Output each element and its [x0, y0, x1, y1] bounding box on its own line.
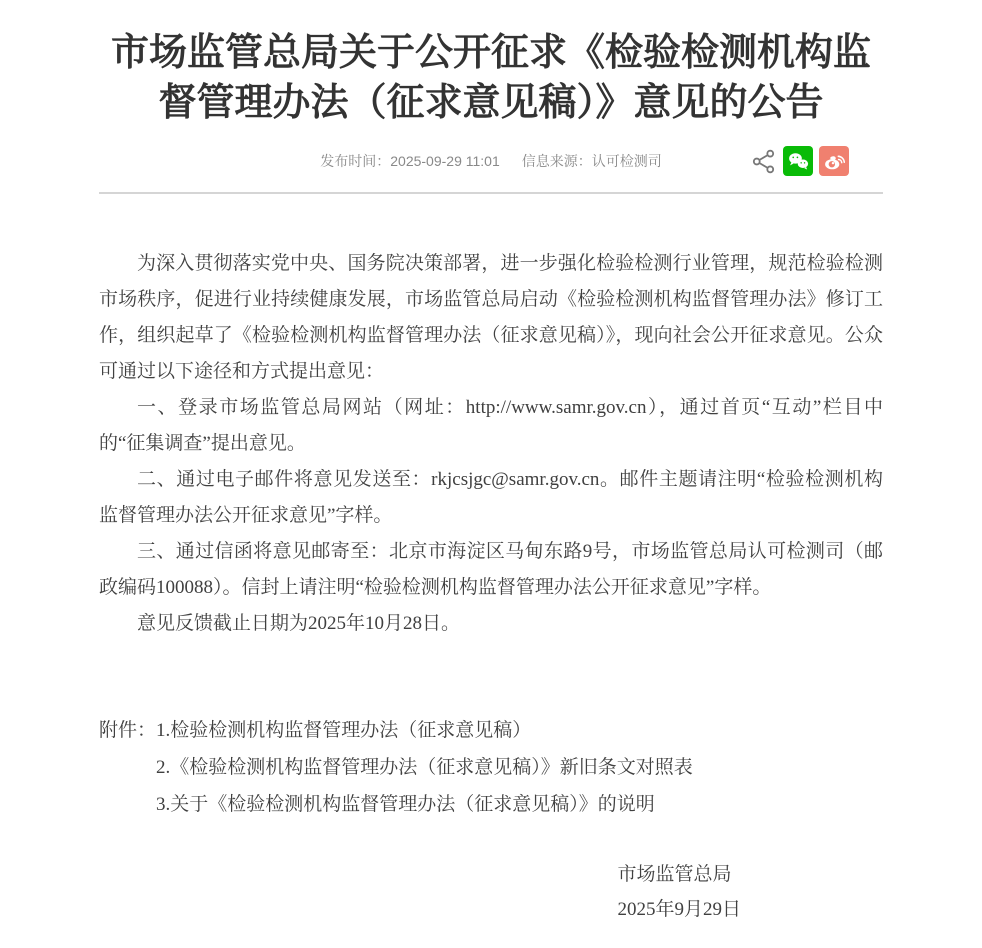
share-buttons: [749, 146, 849, 176]
share-icon[interactable]: [749, 147, 777, 175]
attachment-item-1[interactable]: 1.检验检测机构监督管理办法（征求意见稿）: [156, 720, 532, 742]
wechat-icon[interactable]: [783, 146, 813, 176]
source-label: 信息来源：: [521, 153, 592, 170]
announcement-page: [99, 0, 883, 927]
attachments-list: [156, 712, 693, 823]
article-body: [99, 194, 883, 927]
paragraph-intro: 为深入贯彻落实党中央、国务院决策部署，进一步强化检验检测行业管理，规范检验检测市场秩序，促进行业持续健康发展，市场监管总局启动《检验检测机构监督管理办法》修订工作，组织起草了《检验检测机构监督管理办法（征求意见稿）》，现向社会公开征求意见。公众可通过以下途径和方式提出意见：: [99, 253, 883, 383]
publish-time-label: 发布时间：: [320, 153, 391, 170]
signature-org: 市场监管总局: [617, 864, 732, 886]
weibo-icon[interactable]: [819, 146, 849, 176]
publish-time-value: 2025-09-29 11:01: [390, 153, 500, 170]
signature-date: 2025年9月29日: [617, 899, 741, 921]
paragraph-deadline: 意见反馈截止日期为2025年10月28日。: [137, 613, 461, 635]
attachment-item-2[interactable]: 2.《检验检测机构监督管理办法（征求意见稿）》新旧条文对照表: [156, 757, 693, 779]
meta-row: [99, 144, 883, 178]
signature-block: [617, 857, 741, 927]
attachments-label: 附件：: [99, 720, 157, 742]
attachments-section: [99, 712, 883, 823]
paragraph-channel-1: 一、登录市场监管总局网站（网址：http://www.samr.gov.cn），通过首页“互动”栏目中的“征集调查”提出意见。: [99, 397, 883, 455]
paragraph-channel-3: 三、通过信函将意见邮寄至：北京市海淀区马甸东路9号，市场监管总局认可检测司（邮政编码100088）。信封上请注明“检验检测机构监督管理办法公开征求意见”字样。: [99, 541, 883, 599]
paragraph-channel-2: 二、通过电子邮件将意见发送至：rkjcsjgc@samr.gov.cn。邮件主题请注明“检验检测机构监督管理办法公开征求意见”字样。: [99, 469, 883, 527]
source-value: 认可检测司: [591, 153, 662, 170]
page-title: 市场监管总局关于公开征求《检验检测机构监督管理办法（征求意见稿）》意见的公告: [110, 32, 871, 125]
attachment-item-3[interactable]: 3.关于《检验检测机构监督管理办法（征求意见稿）》的说明: [156, 794, 655, 816]
